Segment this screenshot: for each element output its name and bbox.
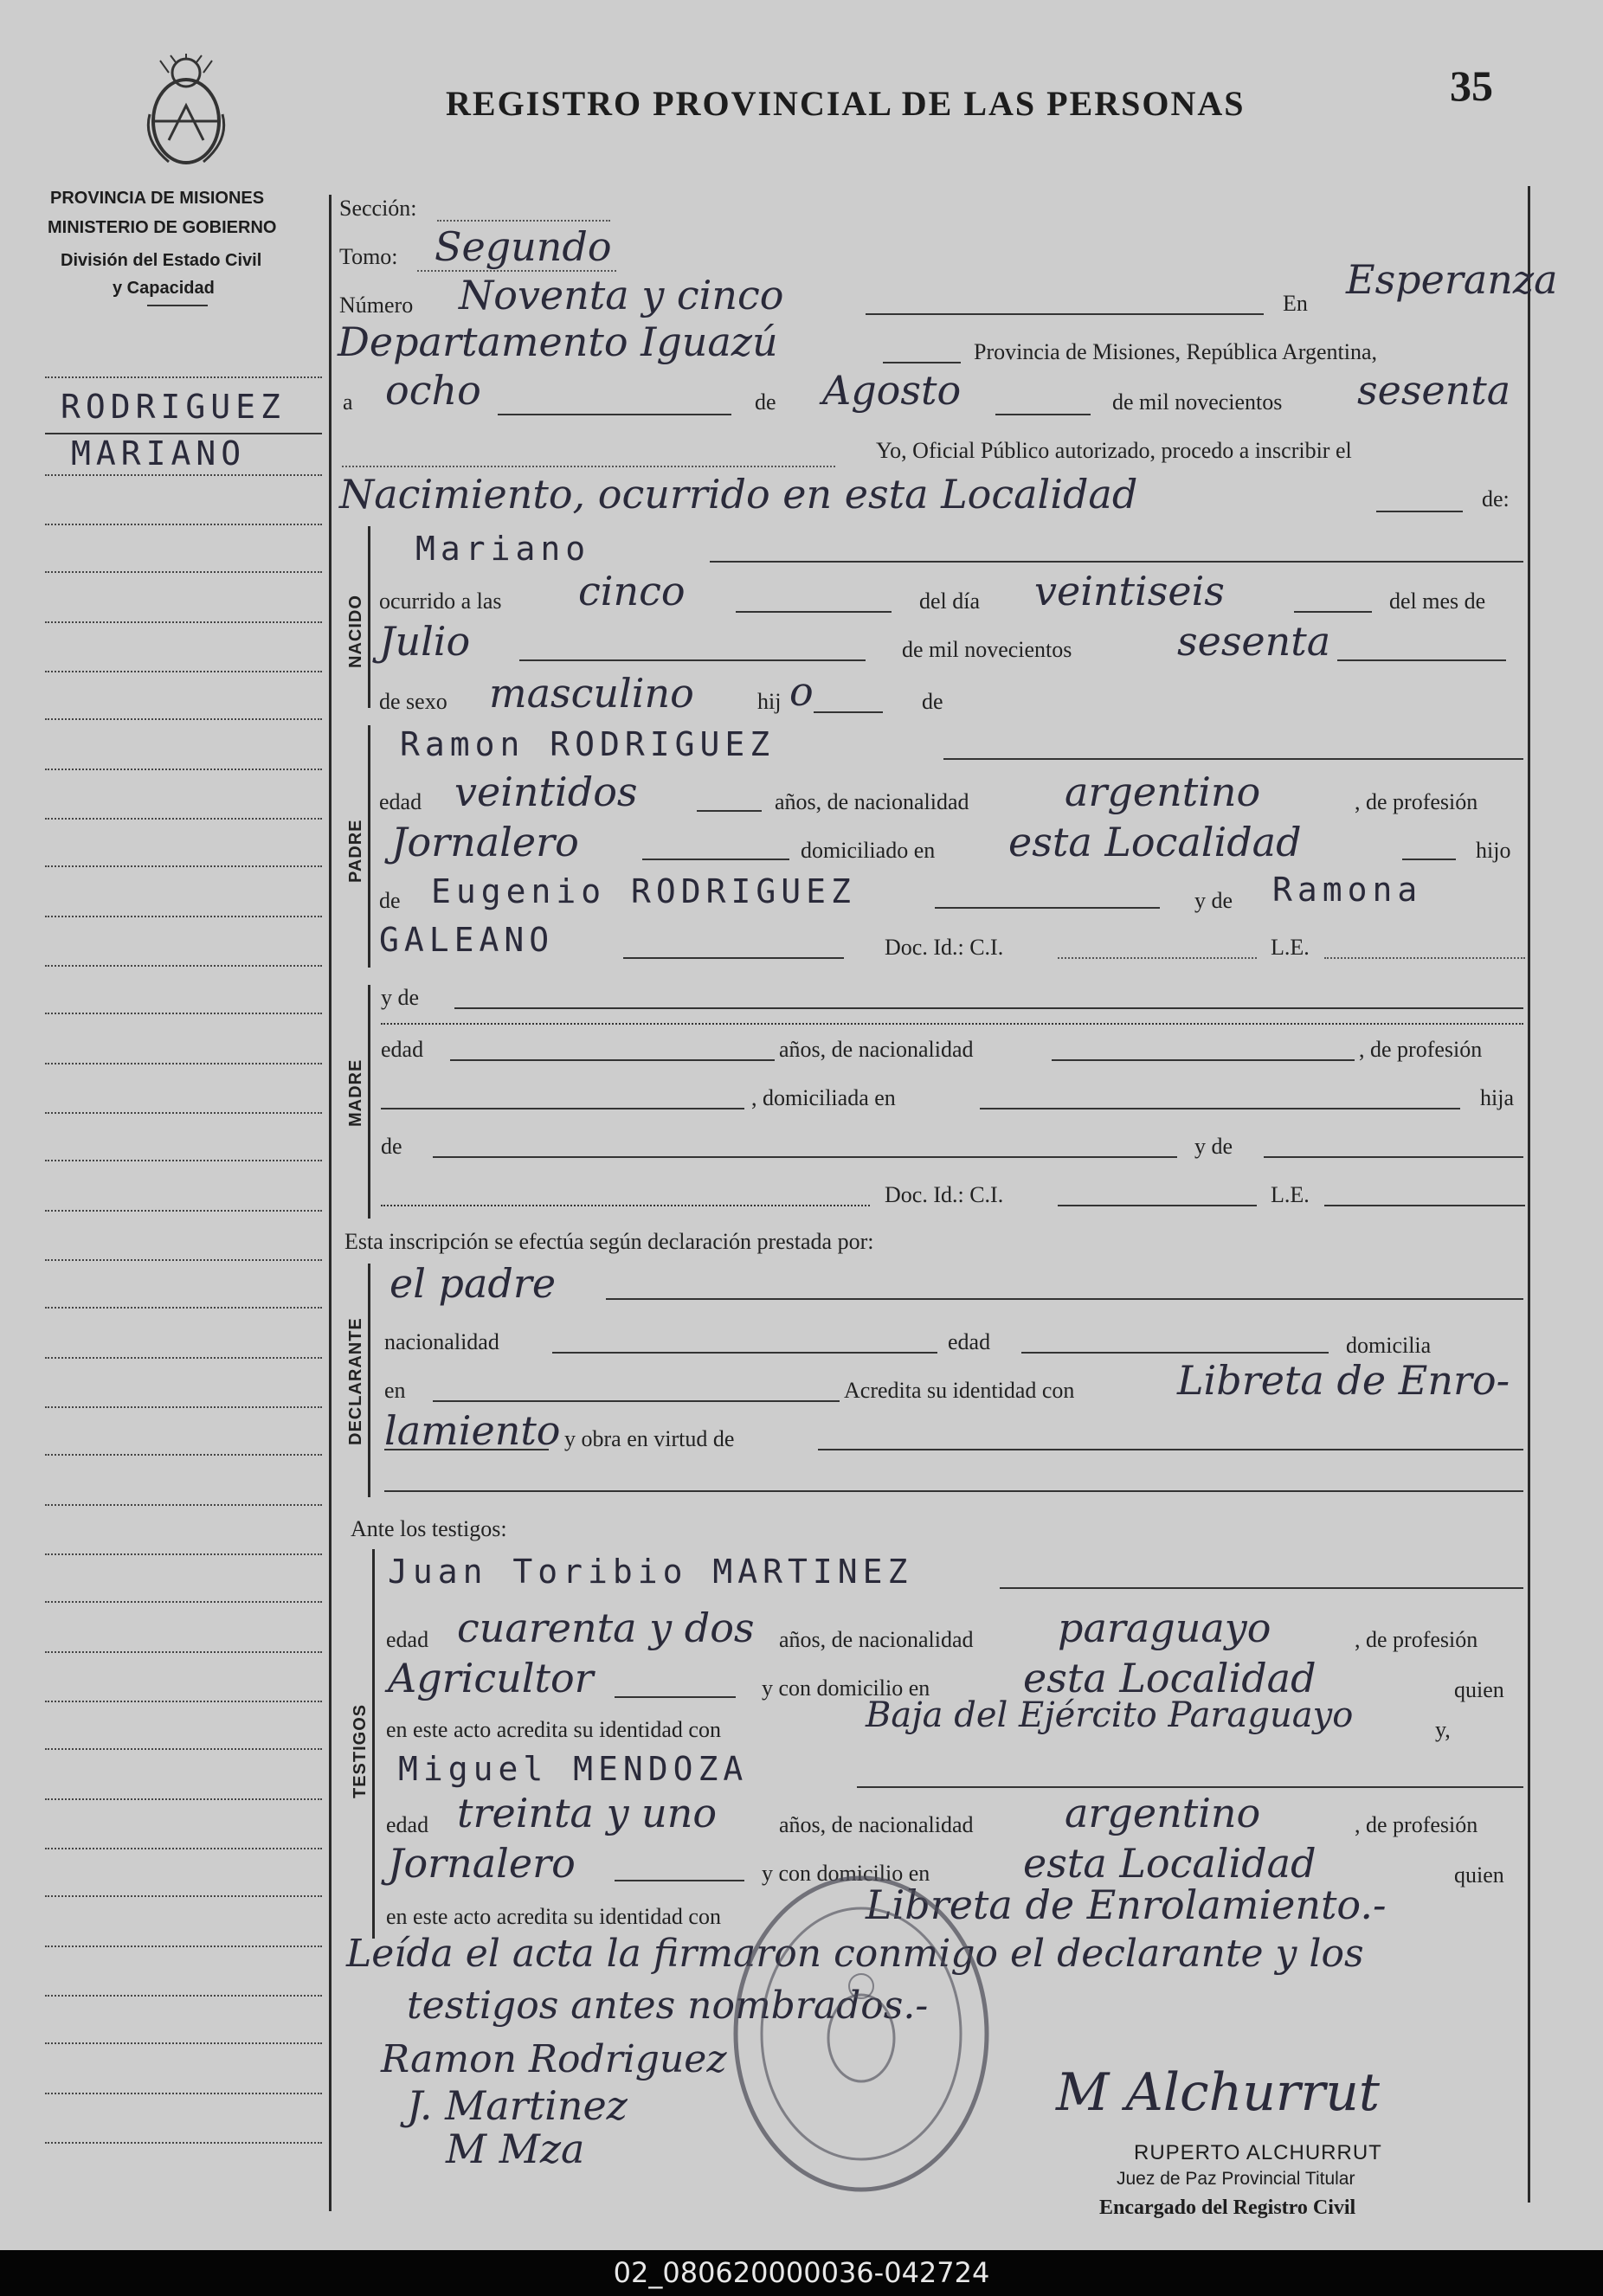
testigo-1-quien-label: quien bbox=[1454, 1677, 1504, 1702]
acto-value: Nacimiento, ocurrido en esta Localidad bbox=[339, 471, 1138, 518]
madre-dom-line bbox=[980, 1108, 1460, 1109]
margin-given-name: MARIANO bbox=[71, 434, 247, 473]
declarante-en-label: en bbox=[384, 1378, 406, 1403]
madre-y-de2-line bbox=[1264, 1156, 1523, 1158]
tomo-value: Segundo bbox=[435, 223, 612, 270]
office-line-1: PROVINCIA DE MISIONES bbox=[50, 189, 265, 208]
testigo-2-acredita-value: Libreta de Enrolamiento.- bbox=[866, 1881, 1387, 1928]
officer-text: Yo, Oficial Público autorizado, procedo a inscribir el bbox=[876, 438, 1352, 463]
acto-line bbox=[1376, 511, 1463, 512]
padre-hijo-label: hijo bbox=[1476, 838, 1511, 863]
madre-y-de-line bbox=[454, 1007, 1523, 1009]
padre-prof-line bbox=[642, 859, 789, 860]
madre-y-de2-label: y de bbox=[1194, 1134, 1233, 1159]
padre-dom-label: domiciliado en bbox=[801, 838, 936, 863]
nacido-bracket bbox=[368, 526, 370, 708]
padre-name: Ramon RODRIGUEZ bbox=[400, 725, 776, 763]
fecha-mes-line bbox=[995, 414, 1091, 415]
testigo-2-prof-line bbox=[615, 1880, 744, 1881]
madre-le-label: L.E. bbox=[1271, 1182, 1310, 1207]
nacido-hora-line bbox=[736, 611, 892, 613]
signature-testigo-1: J. Martinez bbox=[407, 2082, 628, 2129]
testigo-1-prof-line bbox=[615, 1696, 736, 1698]
numero-label: Número bbox=[339, 293, 414, 318]
padre-bracket bbox=[368, 725, 370, 968]
declarante-nac-label: nacionalidad bbox=[384, 1329, 499, 1354]
declarante-dom-label: domicilia bbox=[1346, 1333, 1432, 1358]
madre-dom-label: , domiciliada en bbox=[751, 1085, 896, 1110]
padre-padre-de: Eugenio RODRIGUEZ bbox=[431, 872, 856, 910]
margin-surname: RODRIGUEZ bbox=[61, 388, 286, 426]
padre-madre-de-2-line bbox=[623, 957, 844, 959]
declarante-acredita-label: Acredita su identidad con bbox=[844, 1378, 1075, 1403]
testigo-1-prof-value: Agricultor bbox=[388, 1655, 594, 1701]
testigo-2-dom-label: y con domicilio en bbox=[762, 1861, 930, 1886]
officer-title-1: Juez de Paz Provincial Titular bbox=[1117, 2169, 1355, 2189]
padre-nac-value: argentino bbox=[1065, 769, 1261, 815]
testigo-2-quien-label: quien bbox=[1454, 1862, 1504, 1888]
nacido-ocurrido-label: ocurrido a las bbox=[379, 588, 502, 614]
declarante-extra-line bbox=[384, 1490, 1523, 1492]
padre-dom-line bbox=[1402, 859, 1456, 860]
provincia-text: Provincia de Misiones, República Argentina, bbox=[974, 339, 1377, 364]
signature-officer: M Alchurrut bbox=[1056, 2062, 1381, 2123]
nacido-hora-value: cinco bbox=[578, 568, 686, 614]
madre-edad-line bbox=[450, 1059, 775, 1061]
declarante-section-label: DECLARANTE bbox=[346, 1317, 365, 1445]
nacido-del-dia-label: del día bbox=[919, 588, 981, 614]
nacido-anio-line bbox=[1337, 659, 1506, 661]
nacido-anio-value: sesenta bbox=[1177, 618, 1331, 665]
nacido-mes-value: Julio bbox=[379, 618, 471, 665]
padre-doc-line bbox=[1058, 957, 1257, 959]
office-line-4: y Capacidad bbox=[113, 279, 215, 298]
nacido-hijo-label: hij bbox=[757, 689, 782, 714]
madre-edad-label: edad bbox=[381, 1037, 424, 1062]
declarante-nac-line bbox=[552, 1352, 937, 1354]
declarante-value: el padre bbox=[389, 1260, 557, 1307]
page-number: 35 bbox=[1450, 61, 1493, 110]
madre-de-label: de bbox=[381, 1134, 402, 1159]
madre-extra-line bbox=[381, 1023, 1523, 1025]
official-seal-icon bbox=[727, 1869, 995, 2198]
nacido-section-label: NACIDO bbox=[346, 595, 365, 668]
declarante-intro: Esta inscripción se efectúa según declaración prestada por: bbox=[344, 1229, 874, 1254]
declarante-acredita-value: Libreta de Enro- bbox=[1177, 1357, 1510, 1404]
padre-prof-label: , de profesión bbox=[1355, 789, 1478, 814]
testigo-1-acredita-label: en este acto acredita su identidad con bbox=[386, 1717, 721, 1742]
nacido-name-line bbox=[710, 561, 1523, 563]
madre-bracket bbox=[368, 985, 370, 1219]
testigo-2-prof-value: Jornalero bbox=[388, 1840, 576, 1887]
testigo-2-dom-value: esta Localidad bbox=[1023, 1840, 1317, 1887]
acto-suffix: de: bbox=[1482, 486, 1510, 511]
testigo-2-acredita-label: en este acto acredita su identidad con bbox=[386, 1904, 721, 1929]
signature-testigo-2: M Mza bbox=[446, 2126, 585, 2172]
padre-y-de-label: y de bbox=[1194, 888, 1233, 913]
madre-y-de-label: y de bbox=[381, 985, 420, 1010]
padre-doc-label: Doc. Id.: C.I. bbox=[885, 935, 1004, 960]
officer-blank-line bbox=[342, 466, 835, 467]
testigo-1-dom-value: esta Localidad bbox=[1023, 1655, 1317, 1701]
declarante-en-line bbox=[433, 1400, 840, 1402]
testigos-section-label: TESTIGOS bbox=[351, 1703, 370, 1798]
office-line-2: MINISTERIO DE GOBIERNO bbox=[48, 218, 277, 237]
madre-doc-line bbox=[1058, 1205, 1257, 1206]
padre-prof-value: Jornalero bbox=[391, 819, 579, 865]
padre-le-label: L.E. bbox=[1271, 935, 1310, 960]
testigo-2-edad-label: edad bbox=[386, 1812, 429, 1837]
testigos-intro: Ante los testigos: bbox=[351, 1516, 507, 1541]
file-id-bar bbox=[0, 2250, 1603, 2296]
testigo-2-edad-value: treinta y uno bbox=[457, 1790, 718, 1836]
padre-edad-line bbox=[697, 810, 762, 812]
padre-edad-label: edad bbox=[379, 789, 422, 814]
nacido-del-mes-label: del mes de bbox=[1389, 588, 1486, 614]
testigo-2-name: Miguel MENDOZA bbox=[398, 1750, 749, 1788]
padre-de-label: de bbox=[379, 888, 401, 913]
document-title: REGISTRO PROVINCIAL DE LAS PERSONAS bbox=[446, 84, 1246, 123]
declarante-edad-line bbox=[1021, 1352, 1329, 1354]
declarante-obra-label: y obra en virtud de bbox=[564, 1426, 735, 1451]
testigo-2-nac-label: años, de nacionalidad bbox=[779, 1812, 974, 1837]
padre-madre-de-2: GALEANO bbox=[379, 921, 555, 959]
madre-nac-label: años, de nacionalidad bbox=[779, 1037, 974, 1062]
nacido-anio-label: de mil novecientos bbox=[902, 637, 1072, 662]
padre-nac-label: años, de nacionalidad bbox=[775, 789, 969, 814]
officer-title-2: Encargado del Registro Civil bbox=[1099, 2196, 1356, 2219]
signature-declarante: Ramon Rodriguez bbox=[381, 2037, 727, 2081]
testigo-2-nac-value: argentino bbox=[1065, 1790, 1261, 1836]
testigo-1-acredita-value: Baja del Ejército Paraguayo bbox=[866, 1695, 1354, 1735]
testigo-1-y-label: y, bbox=[1435, 1717, 1451, 1742]
nacido-hijo-line bbox=[814, 711, 883, 713]
closing-line-2: testigos antes nombrados.- bbox=[407, 1984, 929, 2028]
fecha-dia-value: ocho bbox=[385, 367, 481, 414]
padre-padre-de-line bbox=[935, 907, 1160, 909]
closing-line-1: Leída el acta la firmaron conmigo el declarante y los bbox=[346, 1932, 1364, 1976]
madre-doc-blank bbox=[381, 1205, 870, 1206]
testigo-1-edad-label: edad bbox=[386, 1627, 429, 1652]
nacido-sexo-value: masculino bbox=[489, 670, 694, 717]
fecha-mes-value: Agosto bbox=[822, 367, 962, 414]
coat-of-arms-icon bbox=[143, 54, 229, 170]
nacido-dia-value: veintiseis bbox=[1034, 568, 1225, 614]
testigo-1-edad-value: cuarenta y dos bbox=[457, 1605, 755, 1651]
declarante-edad-label: edad bbox=[948, 1329, 991, 1354]
madre-prof-label: , de profesión bbox=[1359, 1037, 1483, 1062]
seccion-label: Sección: bbox=[339, 196, 417, 221]
testigo-1-name-line bbox=[1000, 1587, 1523, 1589]
nacido-sexo-label: de sexo bbox=[379, 689, 447, 714]
testigo-2-name-line bbox=[857, 1786, 1523, 1788]
fecha-anio-value: sesenta bbox=[1357, 367, 1511, 414]
nacido-de-label: de bbox=[922, 689, 943, 714]
madre-le-line bbox=[1324, 1205, 1525, 1206]
declarante-acredita-line bbox=[384, 1449, 549, 1450]
departamento-value: Departamento Iguazú bbox=[338, 318, 778, 365]
fecha-dia-line bbox=[498, 414, 731, 415]
office-underline bbox=[147, 305, 208, 306]
office-line-3: División del Estado Civil bbox=[61, 251, 262, 270]
madre-prof-line bbox=[381, 1108, 744, 1109]
numero-line bbox=[866, 313, 1264, 315]
numero-value: Noventa y cinco bbox=[459, 272, 784, 318]
tomo-label: Tomo: bbox=[339, 244, 398, 269]
madre-doc-label: Doc. Id.: C.I. bbox=[885, 1182, 1004, 1207]
padre-le-line bbox=[1324, 957, 1525, 959]
madre-nac-line bbox=[1052, 1059, 1355, 1061]
form-left-border bbox=[329, 195, 332, 2211]
testigo-1-dom-label: y con domicilio en bbox=[762, 1675, 930, 1701]
testigo-1-prof-label: , de profesión bbox=[1355, 1627, 1478, 1652]
declarante-acredita-value-2: lamiento bbox=[384, 1407, 561, 1454]
testigo-2-prof-label: , de profesión bbox=[1355, 1812, 1478, 1837]
padre-edad-value: veintidos bbox=[454, 769, 638, 815]
nacido-dia-line bbox=[1294, 611, 1372, 613]
testigo-1-name: Juan Toribio MARTINEZ bbox=[388, 1553, 913, 1591]
form-right-border bbox=[1528, 186, 1530, 2203]
fecha-anio-label: de mil novecientos bbox=[1112, 389, 1283, 415]
nacido-hijo-value: o bbox=[789, 668, 814, 715]
madre-section-label: MADRE bbox=[346, 1058, 365, 1127]
en-label: En bbox=[1283, 291, 1308, 316]
seccion-line bbox=[437, 220, 610, 222]
testigo-1-nac-label: años, de nacionalidad bbox=[779, 1627, 974, 1652]
madre-hija-label: hija bbox=[1480, 1085, 1514, 1110]
testigos-bracket bbox=[372, 1549, 375, 1939]
testigo-1-nac-value: paraguayo bbox=[1058, 1605, 1271, 1651]
padre-dom-value: esta Localidad bbox=[1008, 819, 1302, 865]
nacido-mes-line bbox=[519, 659, 866, 661]
fecha-a-label: a bbox=[343, 389, 353, 415]
declarante-value-line bbox=[606, 1298, 1523, 1300]
madre-de-line bbox=[433, 1156, 1177, 1158]
padre-section-label: PADRE bbox=[346, 819, 365, 883]
file-id: 02_080620000036-042724 bbox=[613, 2256, 990, 2289]
padre-madre-de: Ramona bbox=[1272, 871, 1423, 909]
padre-name-line bbox=[943, 758, 1523, 760]
departamento-line bbox=[883, 362, 961, 363]
en-value: Esperanza bbox=[1346, 256, 1558, 303]
declarante-bracket bbox=[368, 1264, 370, 1497]
nacido-name: Mariano bbox=[415, 530, 591, 568]
declarante-obra-line bbox=[818, 1449, 1523, 1450]
fecha-de-label: de bbox=[755, 389, 776, 415]
officer-name: RUPERTO ALCHURRUT bbox=[1134, 2141, 1382, 2164]
